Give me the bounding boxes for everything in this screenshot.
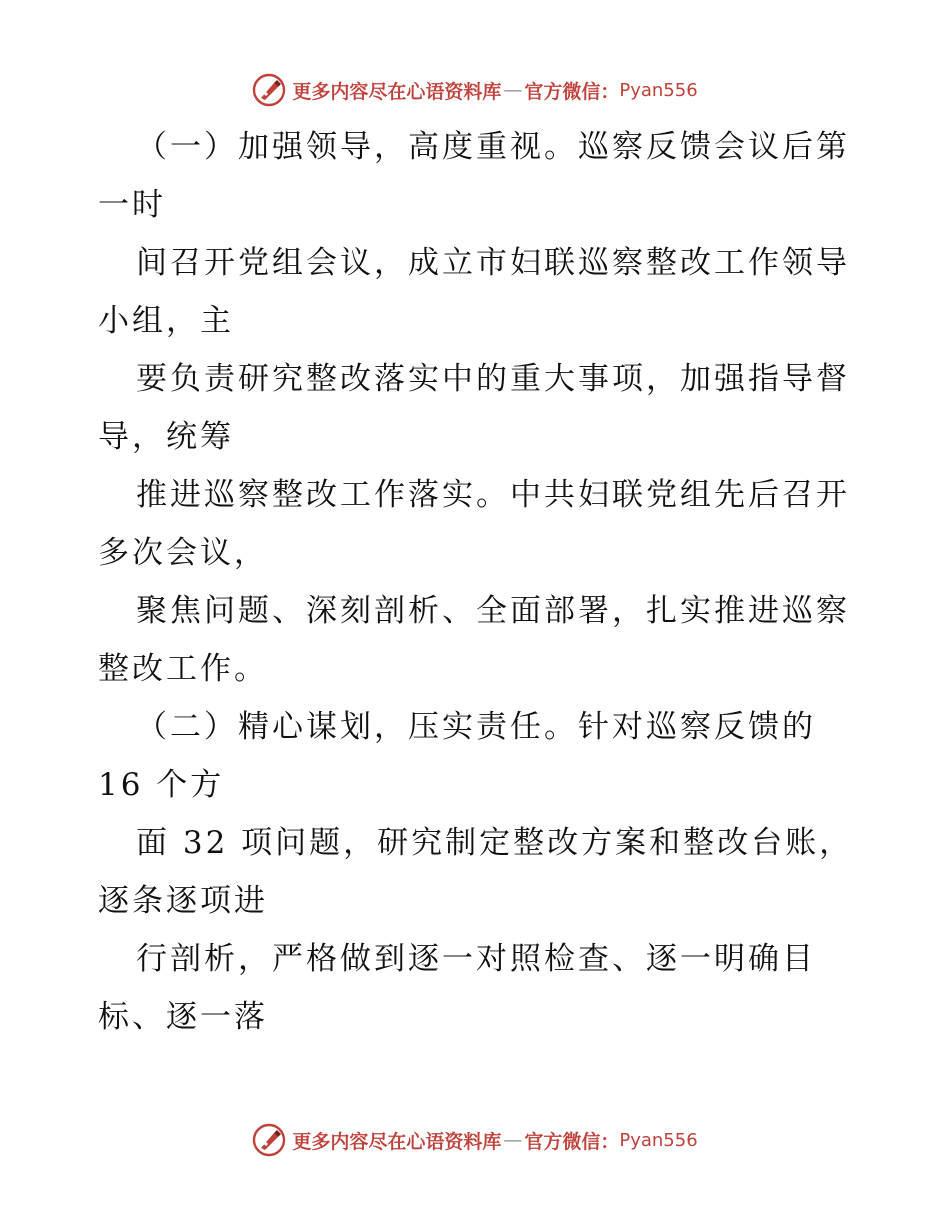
banner-wechat-id: Pyan556 xyxy=(619,79,698,101)
paragraph-6: （二）精心谋划，压实责任。针对巡察反馈的 16 个方 xyxy=(98,709,816,803)
paragraph-4: 推进巡察整改工作落实。中共妇联党组先后召开多次会议， xyxy=(98,477,850,571)
banner-separator: — xyxy=(503,1129,523,1151)
banner-wechat-label: 官方微信： xyxy=(524,80,620,103)
paragraph-2: 间召开党组会议，成立市妇联巡察整改工作领导小组，主 xyxy=(98,245,850,339)
paragraph-5: 聚焦问题、深刻剖析、全面部署，扎实推进巡察整改工作。 xyxy=(98,593,850,687)
pen-nib-logo-icon xyxy=(252,1123,286,1157)
paragraph-8: 行剖析，严格做到逐一对照检查、逐一明确目标、逐一落 xyxy=(98,941,816,1035)
banner-site-text: 更多内容尽在心语资料库 xyxy=(292,1130,502,1153)
document-body xyxy=(98,118,858,1046)
paragraph-3: 要负责研究整改落实中的重大事项，加强指导督导，统筹 xyxy=(98,361,850,455)
banner-separator: — xyxy=(503,79,523,101)
banner-wechat-label: 官方微信： xyxy=(524,1130,620,1153)
footer-banner xyxy=(0,1120,950,1160)
pen-nib-logo-icon xyxy=(252,73,286,107)
paragraph-1: （一）加强领导，高度重视。巡察反馈会议后第一时 xyxy=(98,129,850,223)
paragraph-7: 面 32 项问题，研究制定整改方案和整改台账，逐条逐项进 xyxy=(98,825,854,919)
banner-wechat-id: Pyan556 xyxy=(619,1129,698,1151)
banner-site-text: 更多内容尽在心语资料库 xyxy=(292,80,502,103)
header-banner xyxy=(0,70,950,110)
